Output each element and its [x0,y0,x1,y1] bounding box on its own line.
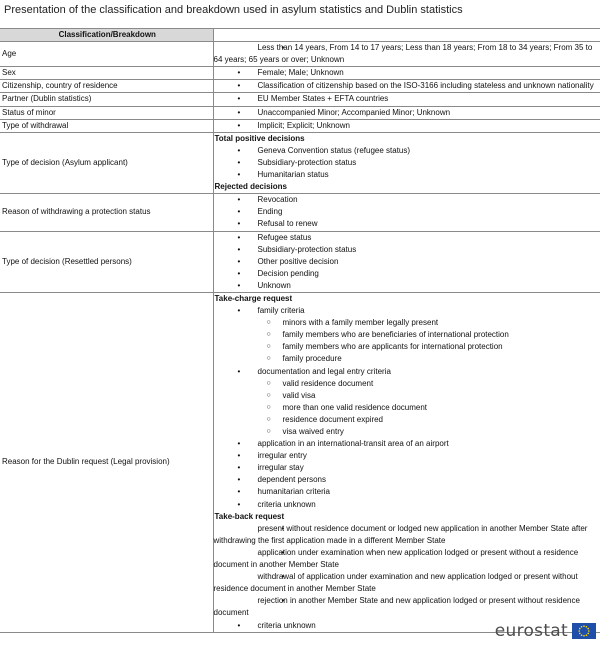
page-title: Presentation of the classification and breakdown used in asylum statistics and Dublin statistics [4,4,463,16]
column-header: Classification/Breakdown [0,29,213,42]
row-label: Status of minor [0,106,213,119]
list-item: • criteria unknown [214,499,600,511]
row-label: Type of decision (Resettled persons) [0,231,213,292]
list-item: • Less than 14 years, From 14 to 17 years; Less than 18 years; From 18 to 34 years; From 35 to 64 years; 65 years or over; Unknown [214,42,600,66]
row-label: Type of withdrawal [0,119,213,132]
table-row-decision-asylum [0,132,600,193]
list-item: • withdrawal of application under examination and new application lodged or present without residence document in another Member State [214,571,600,595]
table-row-citizenship [0,80,600,93]
table-header-row [0,29,600,42]
list-item: • Female; Male; Unknown [214,67,600,79]
list-item: • EU Member States + EFTA countries [214,93,600,105]
row-label: Citizenship, country of residence [0,80,213,93]
list-item: • Unaccompanied Minor; Accompanied Minor; Unknown [214,107,600,119]
row-label: Reason for the Dublin request (Legal provision) [0,292,213,632]
sub-list-item: ○ valid visa [214,390,600,402]
list-item: • Subsidiary-protection status [214,244,600,256]
list-item: • Revocation [214,194,600,206]
list-item: • Humanitarian status [214,169,600,181]
row-label: Sex [0,67,213,80]
section-heading: Take-back request [214,511,285,521]
list-item: • Unknown [214,280,600,292]
list-item: • Classification of citizenship based on the ISO-3166 including stateless and unknown nationality [214,80,600,92]
table-row-minor [0,106,600,119]
row-label: Age [0,42,213,67]
table-row-age [0,42,600,67]
list-item: • application under examination when new application lodged or present without a residence document in another Member State [214,547,600,571]
list-item: • application in an international-transit area of an airport [214,438,600,450]
sub-list-item: ○ residence document expired [214,414,600,426]
table-row-reason-withdrawing [0,194,600,231]
list-item: • present without residence document or lodged new application in another Member State after withdrawing the first application made in a different Member State [214,523,600,547]
table-row-sex [0,67,600,80]
list-item: • dependent persons [214,474,600,486]
sub-list-item: ○ family members who are applicants for international protection [214,341,600,353]
row-label: Type of decision (Asylum applicant) [0,132,213,193]
list-item: • Implicit; Explicit; Unknown [214,120,600,132]
row-label: Partner (Dublin statistics) [0,93,213,106]
sub-list-item: ○ family procedure [214,353,600,365]
table-row-partner [0,93,600,106]
list-item: • Refusal to renew [214,218,600,230]
list-item: • Subsidiary-protection status [214,157,600,169]
classification-table [0,28,600,633]
eu-flag-icon [572,623,596,639]
list-item: • rejection in another Member State and new application lodged or present without residence document [214,595,600,619]
sub-list-item: ○ visa waived entry [214,426,600,438]
eurostat-logo: eurostat [494,621,568,641]
list-item: • Other positive decision [214,256,600,268]
table-row-decision-resettled [0,231,600,292]
row-label: Reason of withdrawing a protection status [0,194,213,231]
list-item: • irregular entry [214,450,600,462]
sub-list-item: ○ family members who are beneficiaries of international protection [214,329,600,341]
list-item: • documentation and legal entry criteria [214,366,600,378]
section-heading: Take-charge request [214,293,293,303]
section-heading: Total positive decisions [214,133,305,143]
section-heading: Rejected decisions [214,182,287,192]
table-row-withdrawal [0,119,600,132]
list-item: • irregular stay [214,462,600,474]
sub-list-item: ○ valid residence document [214,378,600,390]
table-row-dublin [0,292,600,632]
list-item: • family criteria [214,305,600,317]
list-item: • Decision pending [214,268,600,280]
list-item: • humanitarian criteria [214,486,600,498]
column-header-blank [213,29,600,42]
list-item: • Ending [214,206,600,218]
list-item: • Geneva Convention status (refugee status) [214,145,600,157]
list-item: • Refugee status [214,232,600,244]
sub-list-item: ○ minors with a family member legally present [214,317,600,329]
list-item: • criteria unknown [214,620,600,632]
sub-list-item: ○ more than one valid residence document [214,402,600,414]
